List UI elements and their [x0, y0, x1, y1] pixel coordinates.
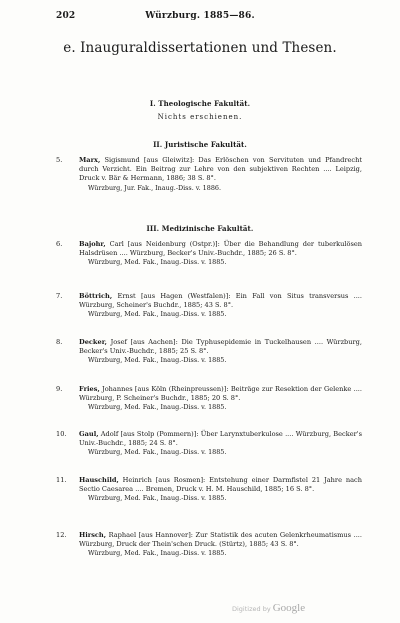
- entry-footnote: Würzburg, Med. Fak., Inaug.-Diss. v. 1885.: [88, 448, 227, 457]
- section-heading: e. Inauguraldissertationen und Thesen.: [63, 40, 337, 56]
- entry-author: Gaul,: [79, 430, 99, 438]
- entry-text: Ernst [aus Hagen (Westfalen)]: Ein Fall von Situs transversus .... Würzburg, Scheiner's Buchdr., 1885; 43 S. 8°.: [79, 292, 362, 310]
- faculty-note-theology: Nichts erschienen.: [157, 113, 243, 121]
- entry: [56, 156, 362, 193]
- entry-body: [79, 156, 362, 184]
- entry-body: [79, 240, 362, 258]
- running-header: [56, 11, 344, 25]
- entry-footnote: Würzburg, Med. Fak., Inaug.-Diss. v. 1885.: [88, 356, 227, 365]
- entry-author: Bajohr,: [79, 240, 106, 248]
- google-logo: Google: [272, 602, 306, 614]
- entry-body: [79, 430, 362, 448]
- entry-number: 5.: [56, 156, 63, 164]
- page-number: 202: [56, 11, 76, 21]
- entry: [56, 338, 362, 366]
- entry-footnote: Würzburg, Med. Fak., Inaug.-Diss. v. 1885.: [88, 549, 227, 558]
- entry-author: Hauschild,: [79, 476, 119, 484]
- entry-body: [79, 338, 362, 356]
- entry: [56, 430, 362, 458]
- digitization-watermark: [232, 602, 305, 614]
- entry-number: 10.: [56, 430, 67, 438]
- entry-body: [79, 531, 362, 549]
- running-title: Würzburg. 1885—86.: [145, 11, 255, 21]
- watermark-prefix: Digitized by: [232, 605, 271, 613]
- entry-number: 11.: [56, 476, 67, 484]
- faculty-title-theology: I. Theologische Fakultät.: [149, 99, 251, 108]
- entry: [56, 385, 362, 413]
- entry-number: 8.: [56, 338, 63, 346]
- entry-text: Johannes [aus Köln (Rheinpreussen)]: Beiträge zur Resektion der Gelenke .... Würzburg, P. Scheiner's Buchdr., 1885; 20 S. 8°.: [79, 385, 362, 403]
- entry-body: [79, 385, 362, 403]
- entry-text: Sigismund [aus Gleiwitz]: Das Erlöschen von Servituten und Pfandrecht durch Verzicht. Ein Beitrag zur Lehre von den subjektiven Rechten .... Leipzig, Druck v. Bär & Hermann, 1886; 38 S. 8°.: [79, 156, 362, 183]
- entry-author: Decker,: [79, 338, 107, 346]
- entry-footnote: Würzburg, Med. Fak., Inaug.-Diss. v. 1885.: [88, 494, 227, 503]
- entry-number: 6.: [56, 240, 63, 248]
- entry-text: Carl [aus Neidenburg (Ostpr.)]: Über die Behandlung der tuberkulösen Halsdrüsen .... Würzburg, Becker's Univ.-Buchdr., 1885; 26 S. 8°.: [79, 240, 362, 258]
- entry-body: [79, 476, 362, 494]
- entry: [56, 476, 362, 504]
- entry-body: [79, 292, 362, 310]
- entry-text: Raphael [aus Hannover]: Zur Statistik des acuten Gelenkrheumatismus .... Würzburg, Druck der Thein'schen Druck. (Stürtz), 1885; 43 S. 8°.: [79, 531, 362, 549]
- entry-author: Böttrich,: [79, 292, 113, 300]
- entry: [56, 531, 362, 559]
- entry: [56, 292, 362, 320]
- entry: [56, 240, 362, 268]
- entry-author: Fries,: [79, 385, 100, 393]
- entry-text: Josef [aus Aachen]: Die Typhusepidemie in Tuckelhausen .... Würzburg, Becker's Univ.-Buchdr., 1885; 25 S. 8°.: [79, 338, 362, 356]
- entry-author: Marx,: [79, 156, 101, 164]
- entry-text: Heinrich [aus Rosmen]: Entstehung einer Darmfistel 21 Jahre nach Sectio Caesarea .... Bremen, Druck v. H. M. Hauschild, 1885; 16 S. 8°.: [79, 476, 362, 494]
- entry-footnote: Würzburg, Med. Fak., Inaug.-Diss. v. 1885.: [88, 258, 227, 267]
- entry-footnote: Würzburg, Med. Fak., Inaug.-Diss. v. 1885.: [88, 403, 227, 412]
- entry-number: 7.: [56, 292, 63, 300]
- faculty-title-medicine: III. Medizinische Fakultät.: [146, 224, 254, 233]
- entry-number: 12.: [56, 531, 67, 539]
- faculty-title-law: II. Juristische Fakultät.: [153, 140, 247, 149]
- entry-footnote: Würzburg, Jur. Fak., Inaug.-Diss. v. 1886.: [88, 183, 221, 192]
- entry-footnote: Würzburg, Med. Fak., Inaug.-Diss. v. 1885.: [88, 310, 227, 319]
- entry-author: Hirsch,: [79, 531, 107, 539]
- entry-number: 9.: [56, 385, 63, 393]
- entry-text: Adolf [aus Stolp (Pommern)]: Über Larynxtuberkulose .... Würzburg, Becker's Univ.-Buchdr., 1885; 24 S. 8°.: [79, 430, 362, 448]
